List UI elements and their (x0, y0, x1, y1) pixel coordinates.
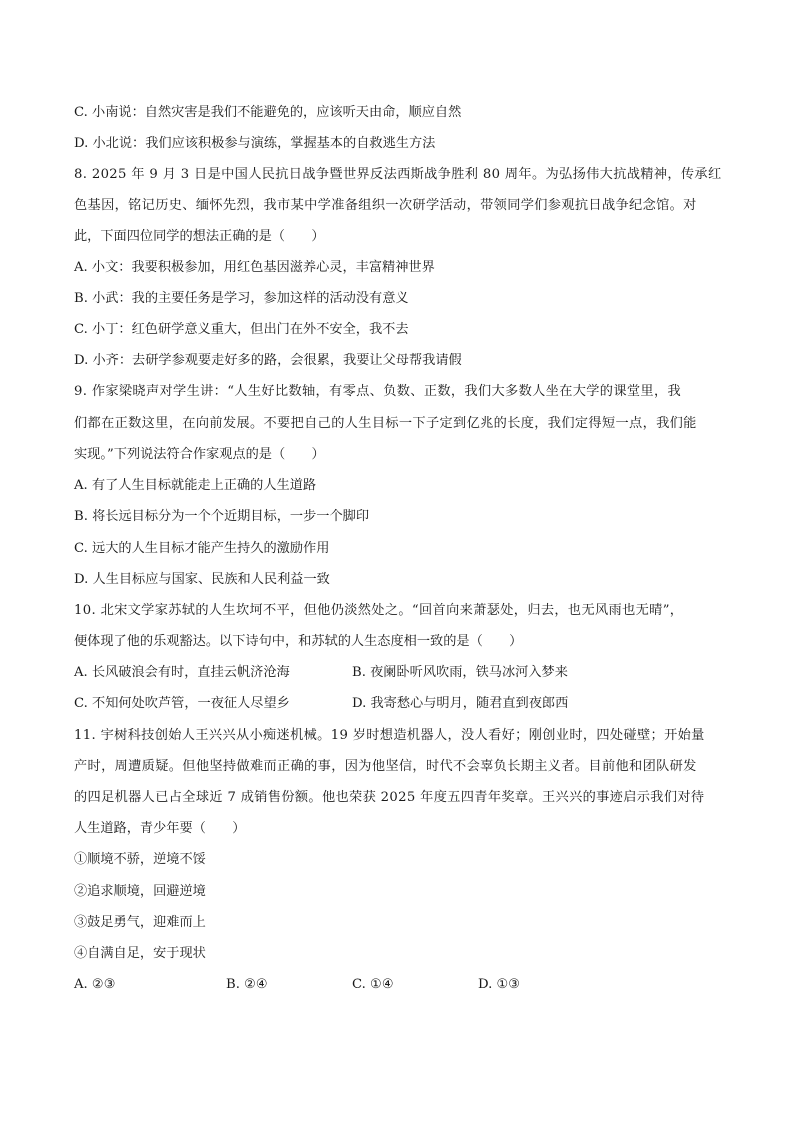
q11-option-d: D. ①③ (478, 977, 521, 992)
q10-option-c: C. 不知何处吹芦管，一夜征人尽望乡 (74, 696, 290, 711)
q11-stem-line4: 人生道路，青少年要（ ） (74, 821, 246, 836)
q7-option-c: C. 小南说：自然灾害是我们不能避免的，应该听天由命，顺应自然 (74, 105, 462, 120)
q9-option-d: D. 人生目标应与国家、民族和人民利益一致 (74, 572, 330, 587)
q10-option-b: B. 夜阑卧听风吹雨，铁马冰河入梦来 (352, 665, 568, 680)
q8-stem-line1: 8. 2025 年 9 月 3 日是中国人民抗日战争暨世界反法西斯战争胜利 80 周年。为弘扬伟大抗战精神，传承红 (74, 167, 722, 182)
q7-option-d: D. 小北说：我们应该积极参与演练，掌握基本的自救逃生方法 (74, 136, 436, 151)
q11-statement-2: ②追求顺境，回避逆境 (74, 884, 206, 899)
q10-stem-line2: 便体现了他的乐观豁达。以下诗句中，和苏轼的人生态度相一致的是（ ） (74, 634, 523, 649)
q11-stem-line1: 11. 宇树科技创始人王兴兴从小痴迷机械。19 岁时想造机器人，没人看好；刚创业时，四处碰壁；开始量 (74, 728, 705, 743)
q10-option-a: A. 长风破浪会有时，直挂云帆济沧海 (74, 665, 290, 680)
q9-option-c: C. 远大的人生目标才能产生持久的激励作用 (74, 541, 330, 556)
q11-stem-line2: 产时，周遭质疑。但他坚持做难而正确的事，因为他坚信，时代不会辜负长期主义者。目前他和团队研发 (74, 759, 697, 774)
q8-stem-line3: 此，下面四位同学的想法正确的是（ ） (74, 229, 325, 244)
q11-option-b: B. ②④ (226, 977, 268, 992)
q8-option-c: C. 小丁：红色研学意义重大，但出门在外不安全，我不去 (74, 322, 409, 337)
q9-stem-line3: 实现。”下列说法符合作家观点的是（ ） (74, 447, 325, 462)
q8-stem-line2: 色基因，铭记历史、缅怀先烈，我市某中学准备组织一次研学活动，带领同学们参观抗日战争纪念馆。对 (74, 198, 697, 213)
q11-statement-3: ③鼓足勇气，迎难而上 (74, 915, 206, 930)
q9-option-a: A. 有了人生目标就能走上正确的人生道路 (74, 478, 317, 493)
q9-option-b: B. 将长远目标分为一个个近期目标，一步一个脚印 (74, 509, 370, 524)
q11-option-a: A. ②③ (74, 977, 116, 992)
q8-option-a: A. 小文：我要积极参加，用红色基因滋养心灵，丰富精神世界 (74, 260, 435, 275)
q9-stem-line2: 们都在正数这里，在向前发展。不要把自己的人生目标一下子定到亿兆的长度，我们定得短一点，我们能 (74, 416, 697, 431)
q11-statement-4: ④自满自足，安于现状 (74, 946, 206, 961)
q11-option-c: C. ①④ (352, 977, 394, 992)
q9-stem-line1: 9. 作家梁晓声对学生讲：“人生好比数轴，有零点、负数、正数，我们大多数人坐在大学的课堂里，我 (74, 384, 682, 399)
q8-option-b: B. 小武：我的主要任务是学习，参加这样的活动没有意义 (74, 291, 409, 306)
q10-option-d: D. 我寄愁心与明月，随君直到夜郎西 (352, 696, 569, 711)
q11-statement-1: ①顺境不骄，逆境不馁 (74, 852, 206, 867)
q10-stem-line1: 10. 北宋文学家苏轼的人生坎坷不平，但他仍淡然处之。“回首向来萧瑟处，归去，也无风雨也无晴”， (74, 603, 684, 618)
q11-stem-line3: 的四足机器人已占全球近 7 成销售份额。他也荣获 2025 年度五四青年奖章。王兴兴的事迹启示我们对待 (74, 790, 705, 805)
q8-option-d: D. 小齐：去研学参观要走好多的路，会很累，我要让父母帮我请假 (74, 353, 462, 368)
